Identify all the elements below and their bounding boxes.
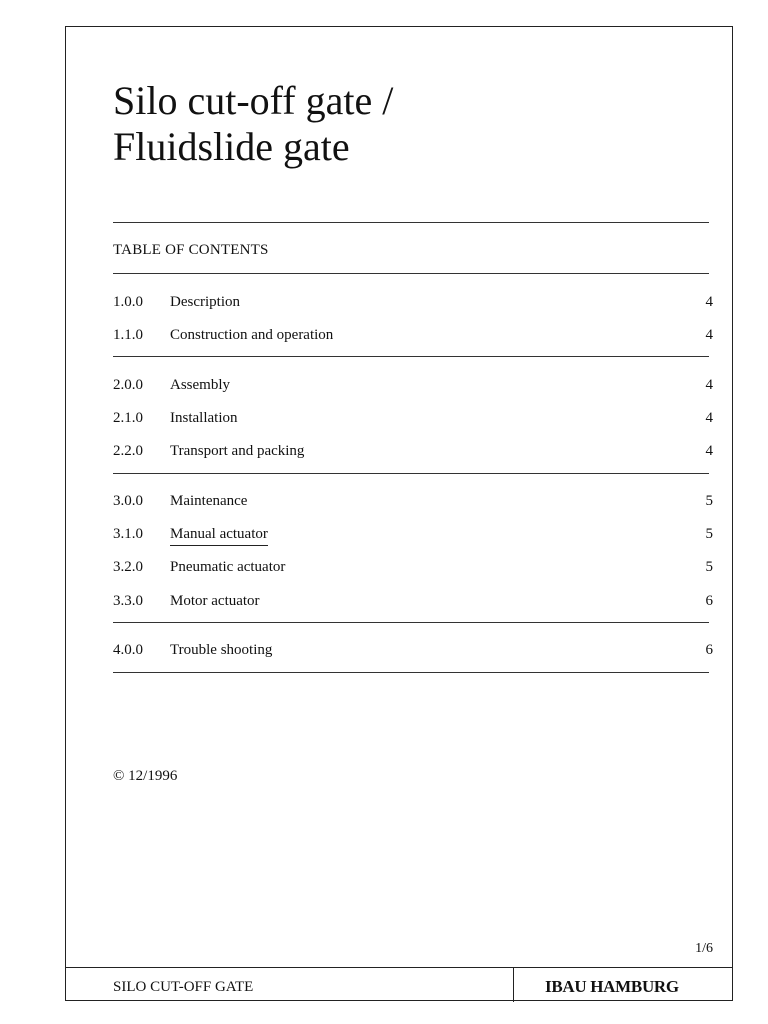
toc-label: Assembly: [170, 377, 230, 393]
title-line-1: Silo cut-off gate /: [113, 78, 394, 123]
toc-number: 2.2.0: [113, 443, 143, 459]
toc-entry-manual-actuator[interactable]: [113, 524, 713, 544]
divider: [113, 356, 709, 357]
divider: [113, 273, 709, 274]
toc-number: 4.0.0: [113, 642, 143, 658]
copyright-notice: © 12/1996: [113, 768, 178, 784]
brand-logo: IBAU HAMBURG: [545, 977, 679, 996]
toc-page: 5: [705, 493, 713, 509]
toc-page: 4: [705, 410, 713, 426]
toc-label: Maintenance: [170, 493, 248, 509]
divider: [113, 222, 709, 223]
toc-label: Pneumatic actuator: [170, 559, 286, 575]
toc-number: 3.1.0: [113, 526, 143, 542]
divider: [113, 672, 709, 673]
page-indicator: 1/6: [695, 941, 713, 956]
divider: [113, 473, 709, 474]
footer: [65, 967, 733, 1001]
toc-entry-description[interactable]: [113, 292, 713, 312]
toc-number: 3.2.0: [113, 559, 143, 575]
toc-label: Trouble shooting: [170, 642, 273, 658]
toc-entry-maintenance[interactable]: [113, 491, 713, 511]
toc-label: Construction and operation: [170, 327, 334, 343]
toc-page: 5: [705, 559, 713, 575]
toc-heading: TABLE OF CONTENTS: [113, 242, 269, 258]
toc-entry-transport[interactable]: [113, 441, 713, 461]
toc-page: 4: [705, 327, 713, 343]
page-frame: [65, 26, 733, 1001]
toc-label: Transport and packing: [170, 443, 305, 459]
toc-label: Description: [170, 294, 240, 310]
toc-label: Installation: [170, 410, 238, 426]
toc-number: 3.3.0: [113, 593, 143, 609]
toc-number: 1.1.0: [113, 327, 143, 343]
toc-page: 6: [705, 642, 713, 658]
toc-number: 2.1.0: [113, 410, 143, 426]
toc-page: 4: [705, 377, 713, 393]
toc-entry-assembly[interactable]: [113, 375, 713, 395]
toc-number: 1.0.0: [113, 294, 143, 310]
toc-number: 3.0.0: [113, 493, 143, 509]
toc-label: Motor actuator: [170, 593, 260, 609]
toc-page: 4: [705, 294, 713, 310]
divider: [113, 622, 709, 623]
toc-entry-pneumatic-actuator[interactable]: [113, 557, 713, 577]
toc-page: 6: [705, 593, 713, 609]
toc-page: 4: [705, 443, 713, 459]
page-title: [113, 78, 393, 170]
toc-page: 5: [705, 526, 713, 542]
toc-entry-installation[interactable]: [113, 408, 713, 428]
toc-entry-construction[interactable]: [113, 325, 713, 345]
toc-entry-motor-actuator[interactable]: [113, 591, 713, 611]
toc-number: 2.0.0: [113, 377, 143, 393]
title-line-2: Fluidslide gate: [113, 124, 350, 169]
toc-label: Manual actuator: [170, 524, 268, 546]
toc-entry-trouble-shooting[interactable]: [113, 640, 713, 660]
footer-document-name: SILO CUT-OFF GATE: [113, 979, 254, 995]
footer-divider: [513, 968, 514, 1002]
